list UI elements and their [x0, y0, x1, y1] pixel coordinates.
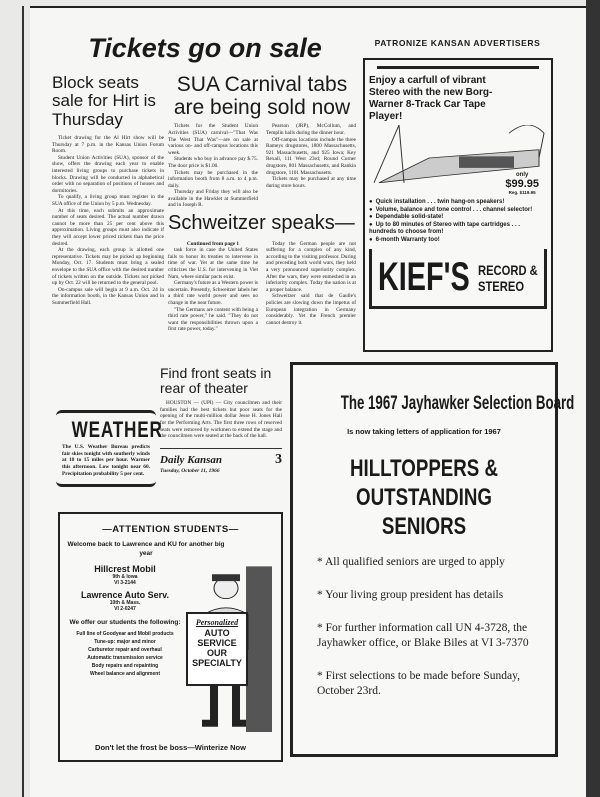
jayhawker-item: * First selections to be made before Sunday, October 23rd.	[317, 670, 521, 697]
sign-line: Personalized	[195, 618, 239, 627]
offer-text: We offer our students the following:	[69, 619, 181, 626]
station-phone: VI 2-0247	[114, 606, 136, 612]
station	[66, 564, 184, 586]
weather-title: WEATHER	[71, 417, 163, 442]
sua-col-2	[266, 123, 356, 209]
feature-text: 6-month Warranty too!	[375, 236, 440, 243]
paragraph: Pearson (JRP), McCollum, and Templin halls during the dinner hour.	[266, 123, 356, 136]
feature-list	[369, 199, 547, 244]
feature-item	[369, 237, 547, 245]
kief-headline: Enjoy a carfull of vibrant Stereo with the new Borg-Warner 8-Track Car Tape Player!	[369, 75, 493, 122]
feature-text: Volume, balance and tone control . . . channel selector!	[375, 206, 533, 213]
station-name: Hillcrest Mobil	[94, 564, 156, 574]
jayhawker-items	[305, 555, 543, 699]
station-address: 10th & Mass.	[109, 600, 141, 606]
schweitzer-headline: Schweitzer speaks—	[168, 212, 355, 234]
sua-col-1	[168, 123, 258, 209]
issue-date: Tuesday, October 11, 1966	[160, 467, 220, 474]
station-phone: VI 3-2144	[114, 580, 136, 586]
jayhawker-item: * Your living group president has details	[317, 589, 504, 601]
patronize-label: PATRONIZE KANSAN ADVERTISERS	[374, 38, 541, 48]
feature-item	[369, 222, 547, 237]
sign-line: OUR	[207, 648, 227, 658]
station-name: Lawrence Auto Serv.	[80, 590, 170, 600]
jayhawker-item: * All qualified seniors are urged to apply	[317, 556, 505, 568]
price: $99.95	[505, 178, 539, 190]
station	[66, 590, 184, 612]
sua-headline: SUA Carnival tabs are being sold now	[173, 73, 351, 119]
bullet-icon: ●	[369, 214, 373, 220]
feature-text: Up to 80 minutes of Stereo with tape cartridges . . . hundreds to choose from!	[369, 221, 520, 235]
hirt-body	[52, 135, 164, 306]
attendant-illustration	[184, 562, 276, 732]
folio	[160, 448, 282, 468]
mobil-ad	[58, 512, 283, 762]
schweitzer-col-2	[266, 241, 356, 333]
paragraph: Students who buy in advance pay $.75. The door price is $1.00.	[168, 156, 258, 169]
paragraph: Student Union Activities (SUA), sponsor of the show, offers the drawing each year to enable interested living groups to purchase tickets in blocks. Drawing will be conducted in alphabetical order with no separation of positions of houses and dormitories.	[52, 154, 164, 194]
paragraph: Tickets may be purchased in the information booth from 8 a.m. to 4 p.m. daily.	[168, 169, 258, 189]
feature-text: Dependable solid-state!	[375, 214, 444, 220]
paragraph: Today the German people are not suffering for a complex of any kind, according to the visiting professor. During and preceding both world wars, they held a very pronounced superiority complex. After the wars, they were enmeshed in an inferiority complex. Today the nation is at a proper balance.	[266, 240, 356, 293]
jayhawker-ad	[290, 362, 575, 757]
banner-headline: Tickets go on sale	[88, 33, 322, 63]
paragraph: Tickets may be purchased at any time during store hours.	[266, 176, 356, 189]
car-tape-player-illustration	[369, 125, 547, 195]
bullet-icon: ●	[369, 206, 373, 213]
winterize-footer: Don't let the frost be boss—Winterize Now	[95, 743, 246, 752]
page-edge	[22, 6, 24, 797]
attention-title: —ATTENTION STUDENTS—	[102, 524, 239, 535]
only-label: only	[516, 172, 529, 178]
service-item: Body repairs and repainting	[91, 663, 159, 669]
paragraph: Schweitzer said that de Gaulle's policies are slowing down the impetus of European integration in Germany considerably. Yet the French premier cannot destroy it.	[266, 293, 356, 326]
bullet-icon: ●	[369, 236, 373, 243]
store-name: KIEF'S	[378, 255, 470, 299]
paragraph: To qualify, a living group must register in the SUA office of the Union by 5 p.m. Wednesday.	[52, 194, 164, 208]
hirt-article	[52, 74, 164, 307]
hirt-headline: Block seats sale for Hirt is Thursday	[52, 73, 156, 129]
jayhawker-item: * For further information call UN 4-3728, the Jayhawker office, or Blake Biles at VI 3-7370	[317, 622, 529, 649]
page-number: 3	[275, 451, 282, 467]
station-address: 9th & Iowa	[112, 574, 138, 580]
sua-article	[168, 74, 356, 209]
jayhawker-subtitle: Is now taking letters of application for 1967	[347, 427, 501, 436]
station-list	[66, 564, 184, 612]
bullet-icon: ●	[369, 199, 373, 205]
feature-item	[369, 199, 547, 207]
service-item: Automatic transmission service	[87, 655, 163, 661]
paragraph: At the drawing, each group is allotted one representative. Tickets may be picked up beginning Monday, Oct. 17. Students must bring a sealed envelope to the SUA office with the desired number of tickets written on the outside. Tickets not picked up by Oct. 22 will be returned to the general pool.	[52, 247, 164, 287]
kief-logo-box	[369, 249, 547, 309]
service-item: Wheel balance and alignment	[89, 671, 160, 677]
feature-item	[369, 207, 547, 215]
sign-line: SPECIALTY	[192, 658, 242, 668]
service-item: Full line of Goodyear and Mobil products	[76, 631, 174, 637]
store-line-2: STEREO	[478, 277, 525, 294]
paragraph: "The Germans are content with being a third rate power," he said. "They do not want the responsibilities thrown upon a first rate power, today."	[168, 306, 258, 333]
store-line-1: RECORD &	[478, 261, 538, 278]
page-edge-right	[586, 0, 600, 797]
paragraph: task force in case the United States fails to honor its treaties to intervene in time of war. Yet at the same time he criticizes the U.S. for intervening in Viet Nam, where similar pacts exist.	[168, 247, 258, 280]
paper-name: Daily Kansan	[160, 453, 223, 466]
schweitzer-col-1	[168, 247, 258, 333]
theater-headline: Find front seats in rear of theater	[160, 365, 272, 397]
paragraph: Ticket drawing for the Al Hirt show will be Thursday at 7 p.m. in the Kansas Union Forum Room.	[52, 135, 164, 155]
paragraph: Off-campus locations include the three Rameys drugstores, 1800 Massachusetts, 921 Massachusetts, and 925 Iowa; Key Rexall, 111 West 23rd; Round Corner drugstore, 801 Massachusetts, and Rankin drugstore, 1101 Massachusetts.	[266, 136, 356, 176]
paragraph: Germany's future as a Western power is uncertain. Presently, Schweitzer labels her a third rate world power and sees no change in the near future.	[168, 280, 258, 306]
weather-box	[56, 410, 163, 487]
theater-body: HOUSTON — (UPI) — City councilmen and their families had the best tickets but poor seats for the opening of the multi-million dollar Jesse H. Jones Hall for the Performing Arts. The first three rows of reserved seats were removed by workmen to extend the stage and the councilmen were seated at the back of the hall.	[160, 400, 282, 440]
schweitzer-article	[168, 212, 356, 333]
feature-item	[369, 214, 547, 222]
paragraph: Thursday and Friday they will also be available in the Hawklet at Summerfield and in Joseph R.	[168, 189, 258, 209]
sign-line: SERVICE	[197, 638, 237, 648]
weather-body: The U.S. Weather Bureau predicts fair skies tonight with southerly winds at 10 to 15 miles per hour. Warmer this afternoon. Low tonight near 60. Precipitation probability 5 per cent.	[62, 444, 150, 477]
welcome-text: Welcome back to Lawrence and KU for another big year	[67, 541, 225, 557]
paragraph: On-campus sale will begin at 9 a.m. Oct. 24 in the information booth, in the Kansas Union and in Summerfield Hall.	[52, 286, 164, 306]
service-list	[66, 630, 184, 678]
sign-line: AUTO	[204, 628, 230, 638]
regular-price: Reg. $119.95	[508, 190, 536, 195]
jayhawker-big: HILLTOPPERS & OUTSTANDING SENIORS	[349, 455, 499, 540]
paragraph: Tickets for the Student Union Activities (SUA) carnival—"That Was The West That Was"—are on sale at various on- and off-campus locations this week.	[168, 123, 258, 156]
auto-service-sign	[186, 612, 248, 686]
kief-ad	[363, 58, 553, 352]
service-item: Carburetor repair and overhaul	[88, 647, 162, 653]
theater-article	[160, 366, 282, 474]
service-item: Tune-up: major and minor	[94, 639, 156, 645]
jayhawker-title: The 1967 Jayhawker Selection Board	[340, 393, 575, 414]
continued-note: Continued from page 1	[186, 240, 240, 247]
bullet-icon: ●	[369, 221, 373, 228]
feature-text: Quick installation . . . twin hang-on speakers!	[375, 199, 505, 205]
paragraph: At this time, each submits an approximate number of seats desired. The actual number drawn cannot be more than 25 per cent above this approximation. Living groups must also indicate if they will accept lower priced tickets than the price desired.	[52, 207, 164, 247]
